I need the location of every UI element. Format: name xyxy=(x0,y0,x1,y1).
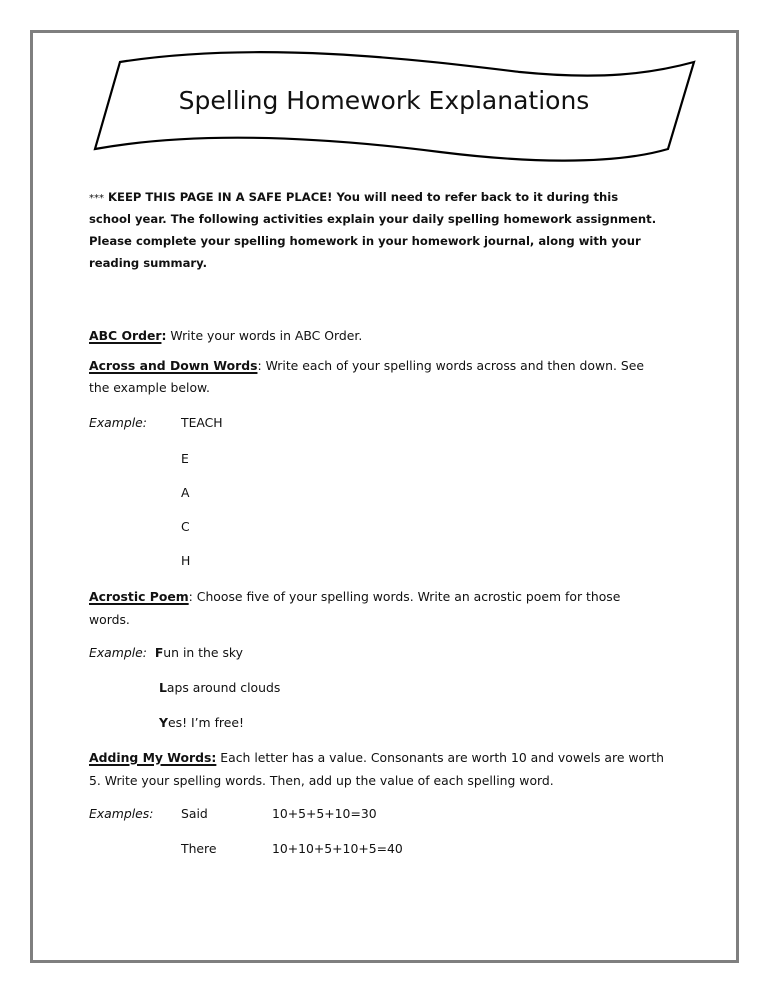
section-text-continued: the example below. xyxy=(89,380,210,395)
example-down-letter: C xyxy=(181,519,190,534)
poem-first-letter: Y xyxy=(159,715,168,730)
example-calculation: 10+10+5+10+5=40 xyxy=(272,841,403,856)
heading-colon: : xyxy=(161,328,167,343)
poem-line xyxy=(89,645,243,661)
intro-text: KEEP THIS PAGE IN A SAFE PLACE! You will need to refer back to it during this xyxy=(104,190,619,204)
example-label: Example: xyxy=(89,415,147,430)
poem-line xyxy=(159,715,244,731)
asterisks: *** xyxy=(89,193,104,204)
example-down-letter: E xyxy=(181,451,189,466)
example-calculation: 10+5+5+10=30 xyxy=(272,806,377,821)
example-down-letter: A xyxy=(181,485,190,500)
section-text: Write each of your spelling words across and then down. See xyxy=(261,358,644,373)
intro-line-4: reading summary. xyxy=(89,256,208,270)
example-word: TEACH xyxy=(181,415,223,430)
section-heading: Across and Down Words xyxy=(89,358,258,373)
page-title: Spelling Homework Explanations xyxy=(178,86,590,115)
example-word: Said xyxy=(181,806,208,821)
poem-first-letter: L xyxy=(159,680,167,695)
intro-line-3: Please complete your spelling homework in your homework journal, along with your xyxy=(89,234,641,248)
section-adding-my-words xyxy=(89,750,664,766)
example-word: There xyxy=(181,841,217,856)
section-heading: Adding My Words: xyxy=(89,750,217,765)
example-label: Examples: xyxy=(89,806,154,821)
heading-colon: : xyxy=(188,589,193,604)
section-text: Choose five of your spelling words. Write an acrostic poem for those xyxy=(192,589,621,604)
example-down-letter: H xyxy=(181,553,191,568)
poem-rest: aps around clouds xyxy=(166,680,281,695)
section-heading: ABC Order xyxy=(89,328,162,343)
section-across-down xyxy=(89,358,644,374)
poem-first-letter: F xyxy=(154,645,164,660)
section-text: Write your words in ABC Order. xyxy=(166,328,363,343)
poem-rest: es! I’m free! xyxy=(167,715,244,730)
poem-rest: un in the sky xyxy=(163,645,243,660)
example-label: Example: xyxy=(89,645,147,660)
intro-line-2: school year. The following activities explain your daily spelling homework assignment. xyxy=(89,212,657,226)
section-text-continued: words. xyxy=(89,612,130,627)
title-banner xyxy=(0,0,768,200)
section-heading: Acrostic Poem xyxy=(89,589,189,604)
section-abc-order xyxy=(89,328,362,344)
intro-line-1 xyxy=(89,189,618,207)
section-text-continued: 5. Write your spelling words. Then, add up the value of each spelling word. xyxy=(89,773,554,788)
poem-line xyxy=(159,680,280,696)
section-text: Each letter has a value. Consonants are worth 10 and vowels are worth xyxy=(216,750,664,765)
heading-colon: : xyxy=(257,358,262,373)
section-acrostic-poem xyxy=(89,589,620,605)
